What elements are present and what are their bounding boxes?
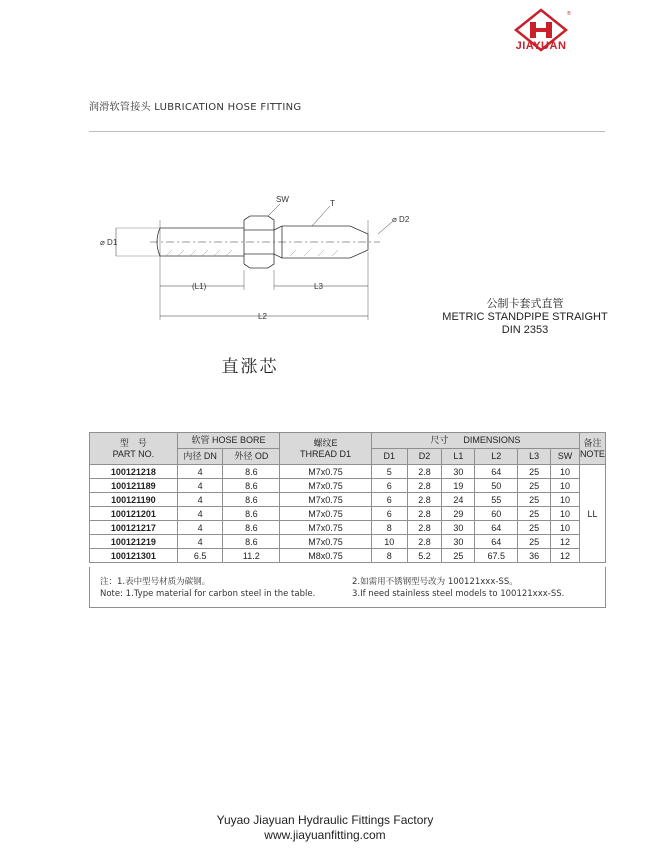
header-thread-en: THREAD D1 xyxy=(299,448,351,459)
cell-l1: 30 xyxy=(442,535,475,549)
subheader-d1: D1 xyxy=(371,449,407,465)
cell-part-no: 100121189 xyxy=(90,479,178,493)
header-dimensions xyxy=(371,433,579,449)
cell-l2: 60 xyxy=(475,507,518,521)
cell-l2: 50 xyxy=(475,479,518,493)
cell-l3: 25 xyxy=(518,535,551,549)
table-row xyxy=(90,549,606,563)
cell-d2: 2.8 xyxy=(407,493,442,507)
cell-sw: 10 xyxy=(551,507,580,521)
cell-sw: 12 xyxy=(551,535,580,549)
cell-d2: 2.8 xyxy=(407,479,442,493)
cell-l2: 67.5 xyxy=(475,549,518,563)
spec-cn: 公制卡套式直管 xyxy=(486,298,564,310)
cell-d1: 6 xyxy=(371,493,407,507)
svg-text:®: ® xyxy=(567,11,571,17)
table-row xyxy=(90,493,606,507)
cell-d2: 2.8 xyxy=(407,507,442,521)
cell-l1: 30 xyxy=(442,521,475,535)
footer-url[interactable]: www.jiayuanfitting.com xyxy=(264,828,386,842)
cell-thread: M8x0.75 xyxy=(280,549,372,563)
cell-l3: 36 xyxy=(518,549,551,563)
header-part-no-cn: 型 号 xyxy=(119,437,147,448)
cell-sw: 10 xyxy=(551,521,580,535)
cell-l2: 55 xyxy=(475,493,518,507)
logo-wordmark: JIAYUAN xyxy=(515,40,567,52)
label-l3: L3 xyxy=(314,282,323,291)
divider xyxy=(89,131,605,132)
spec-std: DIN 2353 xyxy=(501,324,549,336)
cell-d2: 5.2 xyxy=(407,549,442,563)
cell-thread: M7x0.75 xyxy=(280,521,372,535)
cell-l1: 29 xyxy=(442,507,475,521)
cell-od: 8.6 xyxy=(223,521,280,535)
header-part-no-en: PART NO. xyxy=(112,448,155,459)
header-dimensions-en: DIMENSIONS xyxy=(463,435,521,445)
cell-od: 11.2 xyxy=(223,549,280,563)
cell-sw: 10 xyxy=(551,493,580,507)
cell-thread: M7x0.75 xyxy=(280,465,372,479)
cell-part-no: 100121190 xyxy=(90,493,178,507)
notes-box xyxy=(89,567,606,608)
cell-d1: 6 xyxy=(371,507,407,521)
cell-sw: 10 xyxy=(551,479,580,493)
note-2-cn: 2.如需用不锈钢型号改为 100121xxx-SS。 xyxy=(352,577,518,587)
cell-l3: 25 xyxy=(518,493,551,507)
page-title: 润滑软管接头 LUBRICATION HOSE FITTING xyxy=(89,102,302,113)
table-row xyxy=(90,479,606,493)
cell-dn: 4 xyxy=(177,479,223,493)
footer-company: Yuyao Jiayuan Hydraulic Fittings Factory xyxy=(216,813,434,827)
label-d1: ⌀ D1 xyxy=(100,238,118,247)
cell-d2: 2.8 xyxy=(407,521,442,535)
cell-l3: 25 xyxy=(518,479,551,493)
spec-block xyxy=(420,298,630,337)
cell-l2: 64 xyxy=(475,535,518,549)
note-1-cn: 注：1.表中型号材质为碳钢。 xyxy=(100,577,211,587)
spec-en: METRIC STANDPIPE STRAIGHT xyxy=(442,311,608,323)
cell-od: 8.6 xyxy=(223,479,280,493)
subheader-l3: L3 xyxy=(518,449,551,465)
header-thread-cn: 螺纹E xyxy=(313,437,338,448)
cell-d2: 2.8 xyxy=(407,535,442,549)
cell-d2: 2.8 xyxy=(407,465,442,479)
cell-l3: 25 xyxy=(518,507,551,521)
cell-l1: 24 xyxy=(442,493,475,507)
spec-table xyxy=(89,432,606,563)
label-l2: L2 xyxy=(258,312,267,321)
header-dimensions-cn: 尺寸 xyxy=(430,435,449,445)
cell-od: 8.6 xyxy=(223,465,280,479)
section-heading: 直涨芯 xyxy=(221,357,279,377)
cell-part-no: 100121218 xyxy=(90,465,178,479)
cell-d1: 8 xyxy=(371,549,407,563)
cell-dn: 4 xyxy=(177,535,223,549)
subheader-l2: L2 xyxy=(475,449,518,465)
cell-l3: 25 xyxy=(518,465,551,479)
subheader-d2: D2 xyxy=(407,449,442,465)
table-row xyxy=(90,465,606,479)
subheader-dn: 内径 DN xyxy=(177,449,223,465)
cell-dn: 4 xyxy=(177,521,223,535)
cell-sw: 12 xyxy=(551,549,580,563)
cell-od: 8.6 xyxy=(223,507,280,521)
table-row xyxy=(90,535,606,549)
cell-d1: 10 xyxy=(371,535,407,549)
cell-dn: 6.5 xyxy=(177,549,223,563)
cell-dn: 4 xyxy=(177,493,223,507)
cell-l1: 19 xyxy=(442,479,475,493)
cell-l1: 30 xyxy=(442,465,475,479)
cell-od: 8.6 xyxy=(223,535,280,549)
cell-part-no: 100121217 xyxy=(90,521,178,535)
cell-dn: 4 xyxy=(177,507,223,521)
label-l1: (L1) xyxy=(192,282,207,291)
subheader-od: 外径 OD xyxy=(223,449,280,465)
label-d2: ⌀ D2 xyxy=(392,215,410,224)
header-thread xyxy=(280,433,372,465)
header-note-cn: 备注 xyxy=(583,437,602,448)
subheader-l1: L1 xyxy=(442,449,475,465)
note-2-en: 3.If need stainless steel models to 100121xxx-SS. xyxy=(352,589,565,599)
header-note xyxy=(579,433,605,465)
cell-note: LL xyxy=(579,465,605,563)
cell-part-no: 100121219 xyxy=(90,535,178,549)
cell-thread: M7x0.75 xyxy=(280,507,372,521)
cell-thread: M7x0.75 xyxy=(280,535,372,549)
table-row xyxy=(90,521,606,535)
header-note-en: NOTE xyxy=(579,448,605,459)
cell-sw: 10 xyxy=(551,465,580,479)
label-sw: SW xyxy=(276,195,289,204)
cell-part-no: 100121201 xyxy=(90,507,178,521)
cell-l1: 25 xyxy=(442,549,475,563)
cell-part-no: 100121301 xyxy=(90,549,178,563)
cell-l2: 64 xyxy=(475,521,518,535)
fitting-technical-drawing xyxy=(100,190,430,330)
note-1-en: Note: 1.Type material for carbon steel in the table. xyxy=(100,589,316,599)
cell-dn: 4 xyxy=(177,465,223,479)
cell-thread: M7x0.75 xyxy=(280,479,372,493)
cell-d1: 5 xyxy=(371,465,407,479)
cell-od: 8.6 xyxy=(223,493,280,507)
cell-l3: 25 xyxy=(518,521,551,535)
table-row xyxy=(90,507,606,521)
cell-d1: 8 xyxy=(371,521,407,535)
header-part-no xyxy=(90,433,178,465)
label-t: T xyxy=(330,199,335,208)
subheader-sw: SW xyxy=(551,449,580,465)
cell-l2: 64 xyxy=(475,465,518,479)
header-hose-bore: 软管 HOSE BORE xyxy=(177,433,279,449)
cell-thread: M7x0.75 xyxy=(280,493,372,507)
cell-d1: 6 xyxy=(371,479,407,493)
jiayuan-logo-icon xyxy=(510,8,572,70)
